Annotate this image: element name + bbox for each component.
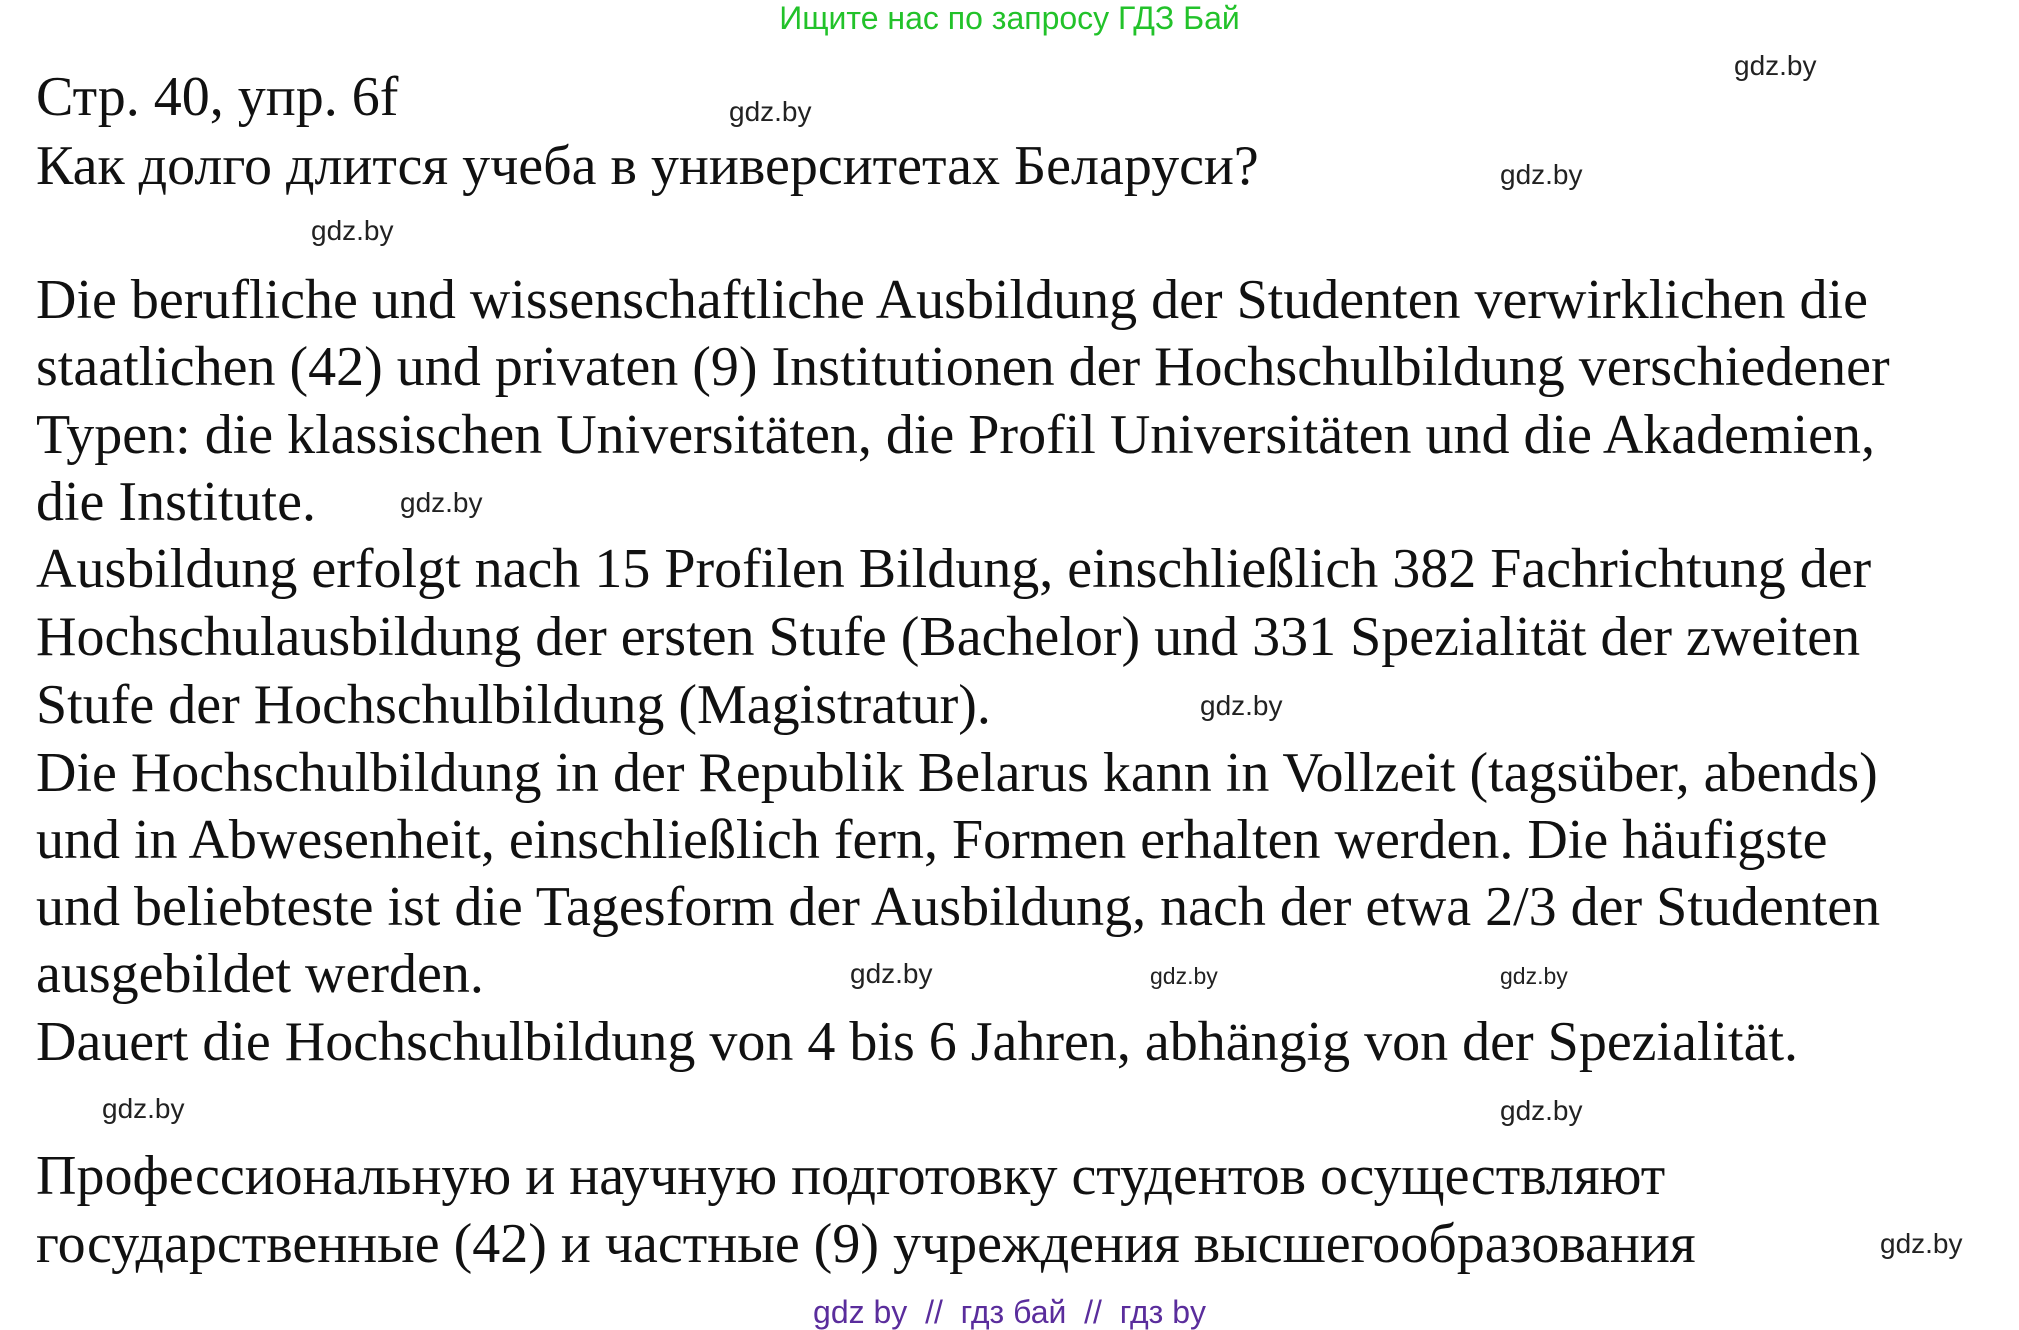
- question: Как долго длится учеба в университетах Беларуси?: [36, 135, 1259, 197]
- watermark: gdz.by: [102, 1093, 185, 1124]
- answer-line: Typen: die klassischen Universitäten, die Profil Universitäten und die Akademien,: [36, 404, 1875, 466]
- answer-line: und in Abwesenheit, einschließlich fern, Formen erhalten werden. Die häufigste: [36, 809, 1828, 871]
- watermark: gdz.by: [311, 215, 394, 246]
- watermark: gdz.by: [1734, 50, 1817, 81]
- answer-line: die Institute.: [36, 471, 316, 533]
- answer-line: und beliebteste ist die Tagesform der Ausbildung, nach der etwa 2/3 der Studenten: [36, 876, 1881, 938]
- translation-line: государственные (42) и частные (9) учреждения высшегообразования: [36, 1213, 1696, 1275]
- answer-line: Die berufliche und wissenschaftliche Ausbildung der Studenten verwirklichen die: [36, 269, 1868, 331]
- answer-line: Ausbildung erfolgt nach 15 Profilen Bildung, einschließlich 382 Fachrichtung der: [36, 538, 1872, 600]
- exercise-title: Стр. 40, упр. 6f: [36, 66, 399, 128]
- watermark: gdz.by: [1150, 963, 1218, 989]
- watermark: gdz.by: [1880, 1228, 1963, 1259]
- answer-line: Stufe der Hochschulbildung (Magistratur).: [36, 674, 991, 736]
- translation-line: Профессиональную и научную подготовку студентов осуществляют: [36, 1145, 1666, 1207]
- answer-line: Die Hochschulbildung in der Republik Belarus kann in Vollzeit (tagsüber, abends): [36, 742, 1878, 804]
- answer-line: ausgebildet werden.: [36, 943, 484, 1005]
- answer-line: Hochschulausbildung der ersten Stufe (Bachelor) und 331 Spezialität der zweiten: [36, 606, 1861, 668]
- answer-line: Dauert die Hochschulbildung von 4 bis 6 Jahren, abhängig von der Spezialität.: [36, 1011, 1799, 1073]
- watermark: gdz.by: [1200, 690, 1283, 721]
- search-banner: Ищите нас по запросу ГДЗ Бай: [779, 0, 1240, 36]
- watermark: gdz.by: [850, 958, 933, 989]
- watermark: gdz.by: [1500, 159, 1583, 190]
- footer-links: gdz by // гдз бай // гдз by: [813, 1294, 1206, 1330]
- watermark: gdz.by: [729, 96, 812, 127]
- watermark: gdz.by: [1500, 963, 1568, 989]
- watermark: gdz.by: [1500, 1095, 1583, 1126]
- watermark: gdz.by: [400, 487, 483, 518]
- answer-line: staatlichen (42) und privaten (9) Institutionen der Hochschulbildung verschiedener: [36, 336, 1890, 398]
